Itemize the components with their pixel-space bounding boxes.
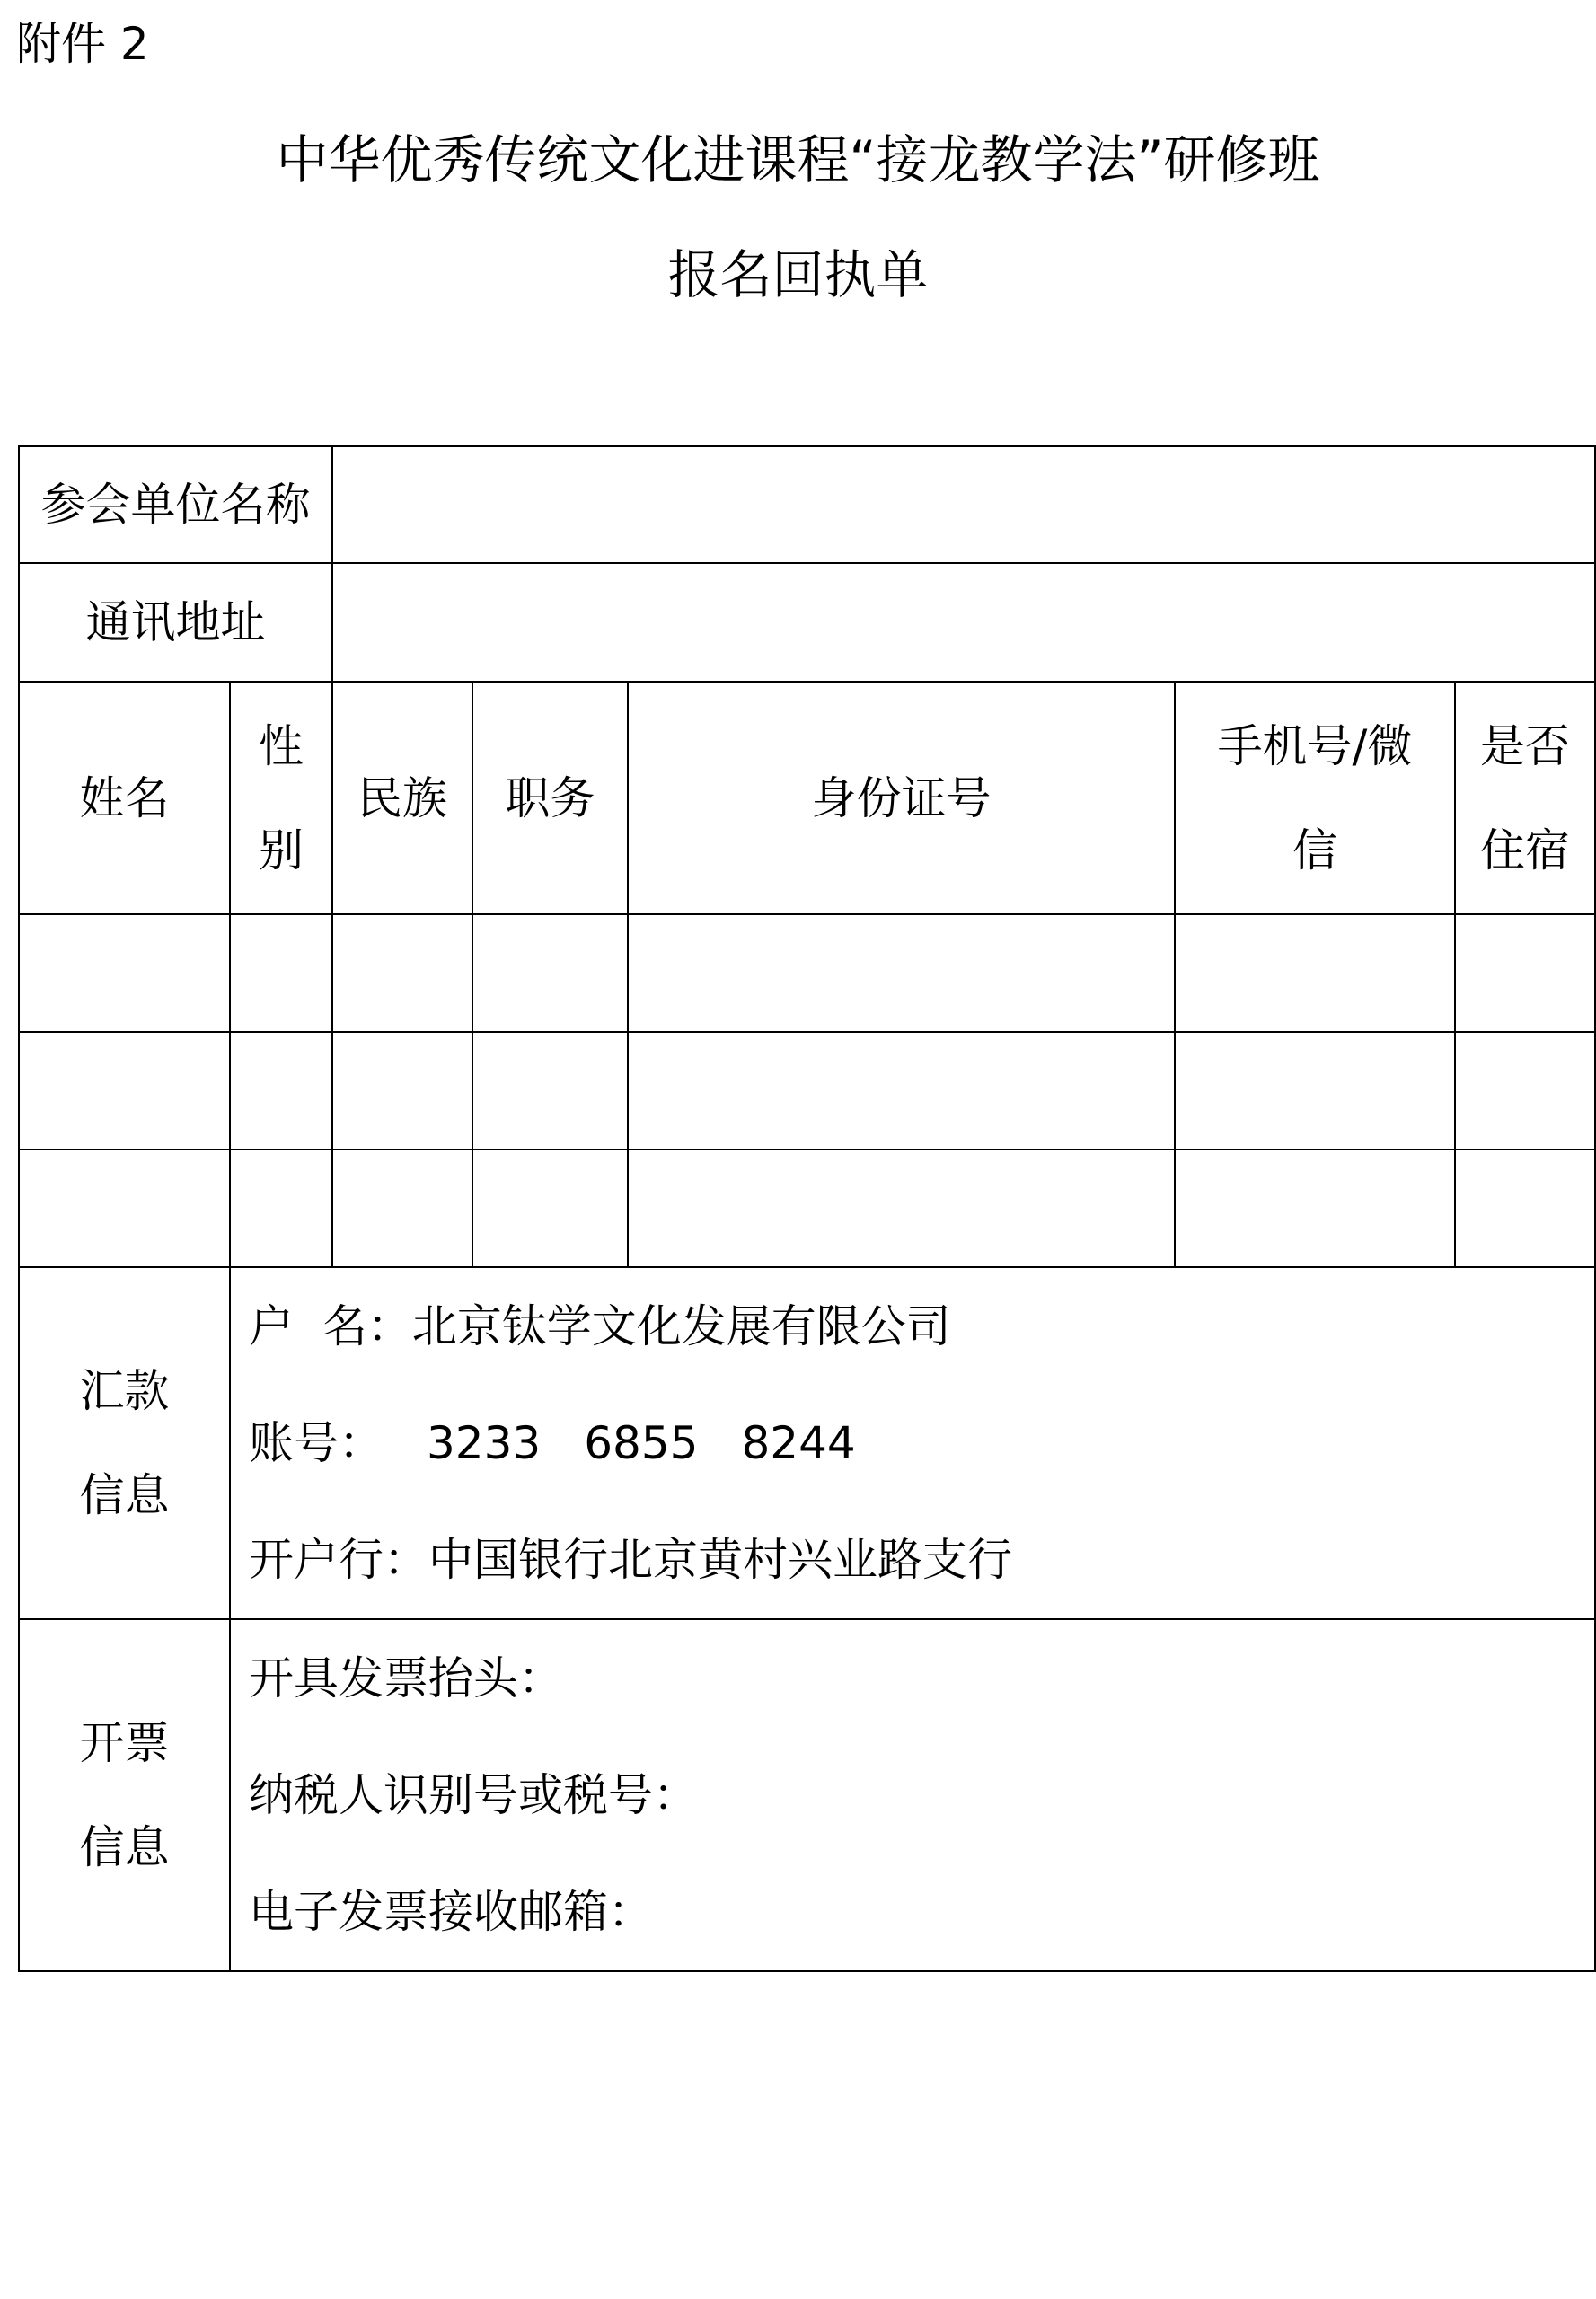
header-gender-line2: 别	[259, 824, 304, 876]
ethnicity-cell[interactable]	[332, 1150, 472, 1267]
account-number	[249, 1416, 1594, 1470]
payment-info	[230, 1267, 1595, 1619]
phone-cell[interactable]	[1175, 1150, 1455, 1267]
page-title: 中华优秀传统文化进课程“接龙教学法”研修班	[276, 129, 1320, 190]
name-cell[interactable]	[19, 1032, 230, 1150]
id-number-cell[interactable]	[628, 914, 1175, 1032]
table-row	[19, 1032, 1595, 1150]
name-cell[interactable]	[19, 914, 230, 1032]
header-lodging	[1455, 682, 1595, 914]
invoice-info	[230, 1619, 1595, 1971]
gender-cell[interactable]	[230, 914, 332, 1032]
payment-label-line1: 汇款	[79, 1365, 170, 1417]
account-number-part: 3233	[427, 1417, 542, 1469]
lodging-cell[interactable]	[1455, 914, 1595, 1032]
account-number-part: 6855	[584, 1417, 699, 1469]
name-cell[interactable]	[19, 1150, 230, 1267]
header-position: 职务	[472, 682, 628, 914]
invoice-label-line2: 信息	[79, 1821, 170, 1873]
id-number-cell[interactable]	[628, 1032, 1175, 1150]
payment-label	[19, 1267, 230, 1619]
table-row	[19, 1150, 1595, 1267]
ethnicity-cell[interactable]	[332, 1032, 472, 1150]
header-name: 姓名	[19, 682, 230, 914]
header-ethnicity: 民族	[332, 682, 472, 914]
header-phone-line2: 信	[1292, 824, 1337, 876]
bank-name: 开户行：中国银行北京黄村兴业路支行	[249, 1534, 1012, 1586]
invoice-label-line1: 开票	[79, 1717, 170, 1769]
org-label: 参会单位名称	[19, 446, 332, 563]
account-number-part: 8244	[741, 1417, 856, 1469]
page-subtitle: 报名回执单	[667, 244, 929, 305]
header-gender	[230, 682, 332, 914]
registration-form	[18, 445, 1596, 1972]
phone-cell[interactable]	[1175, 914, 1455, 1032]
header-phone-line1: 手机号/微	[1217, 719, 1413, 772]
position-cell[interactable]	[472, 1032, 628, 1150]
address-label: 通讯地址	[19, 563, 332, 682]
account-number-label: 账号：	[249, 1417, 384, 1469]
account-name: 户 名：北京钛学文化发展有限公司	[249, 1300, 951, 1352]
invoice-email-field[interactable]: 电子发票接收邮箱：	[249, 1886, 653, 1938]
header-id-number: 身份证号	[628, 682, 1175, 914]
invoice-label	[19, 1619, 230, 1971]
lodging-cell[interactable]	[1455, 1150, 1595, 1267]
header-gender-line1: 性	[259, 719, 304, 772]
invoice-title-field[interactable]: 开具发票抬头：	[249, 1652, 563, 1704]
lodging-cell[interactable]	[1455, 1032, 1595, 1150]
position-cell[interactable]	[472, 1150, 628, 1267]
header-lodging-line2: 住宿	[1480, 824, 1571, 876]
position-cell[interactable]	[472, 914, 628, 1032]
attachment-label: 附件 2	[16, 18, 149, 70]
address-field[interactable]	[332, 563, 1595, 682]
gender-cell[interactable]	[230, 1032, 332, 1150]
phone-cell[interactable]	[1175, 1032, 1455, 1150]
tax-id-field[interactable]: 纳税人识别号或税号：	[249, 1769, 698, 1821]
payment-label-line2: 信息	[79, 1469, 170, 1521]
header-row	[19, 682, 1595, 914]
org-field[interactable]	[332, 446, 1595, 563]
header-phone	[1175, 682, 1455, 914]
id-number-cell[interactable]	[628, 1150, 1175, 1267]
header-lodging-line1: 是否	[1480, 719, 1571, 772]
payment-row	[19, 1267, 1595, 1619]
ethnicity-cell[interactable]	[332, 914, 472, 1032]
table-row	[19, 914, 1595, 1032]
gender-cell[interactable]	[230, 1150, 332, 1267]
invoice-row	[19, 1619, 1595, 1971]
